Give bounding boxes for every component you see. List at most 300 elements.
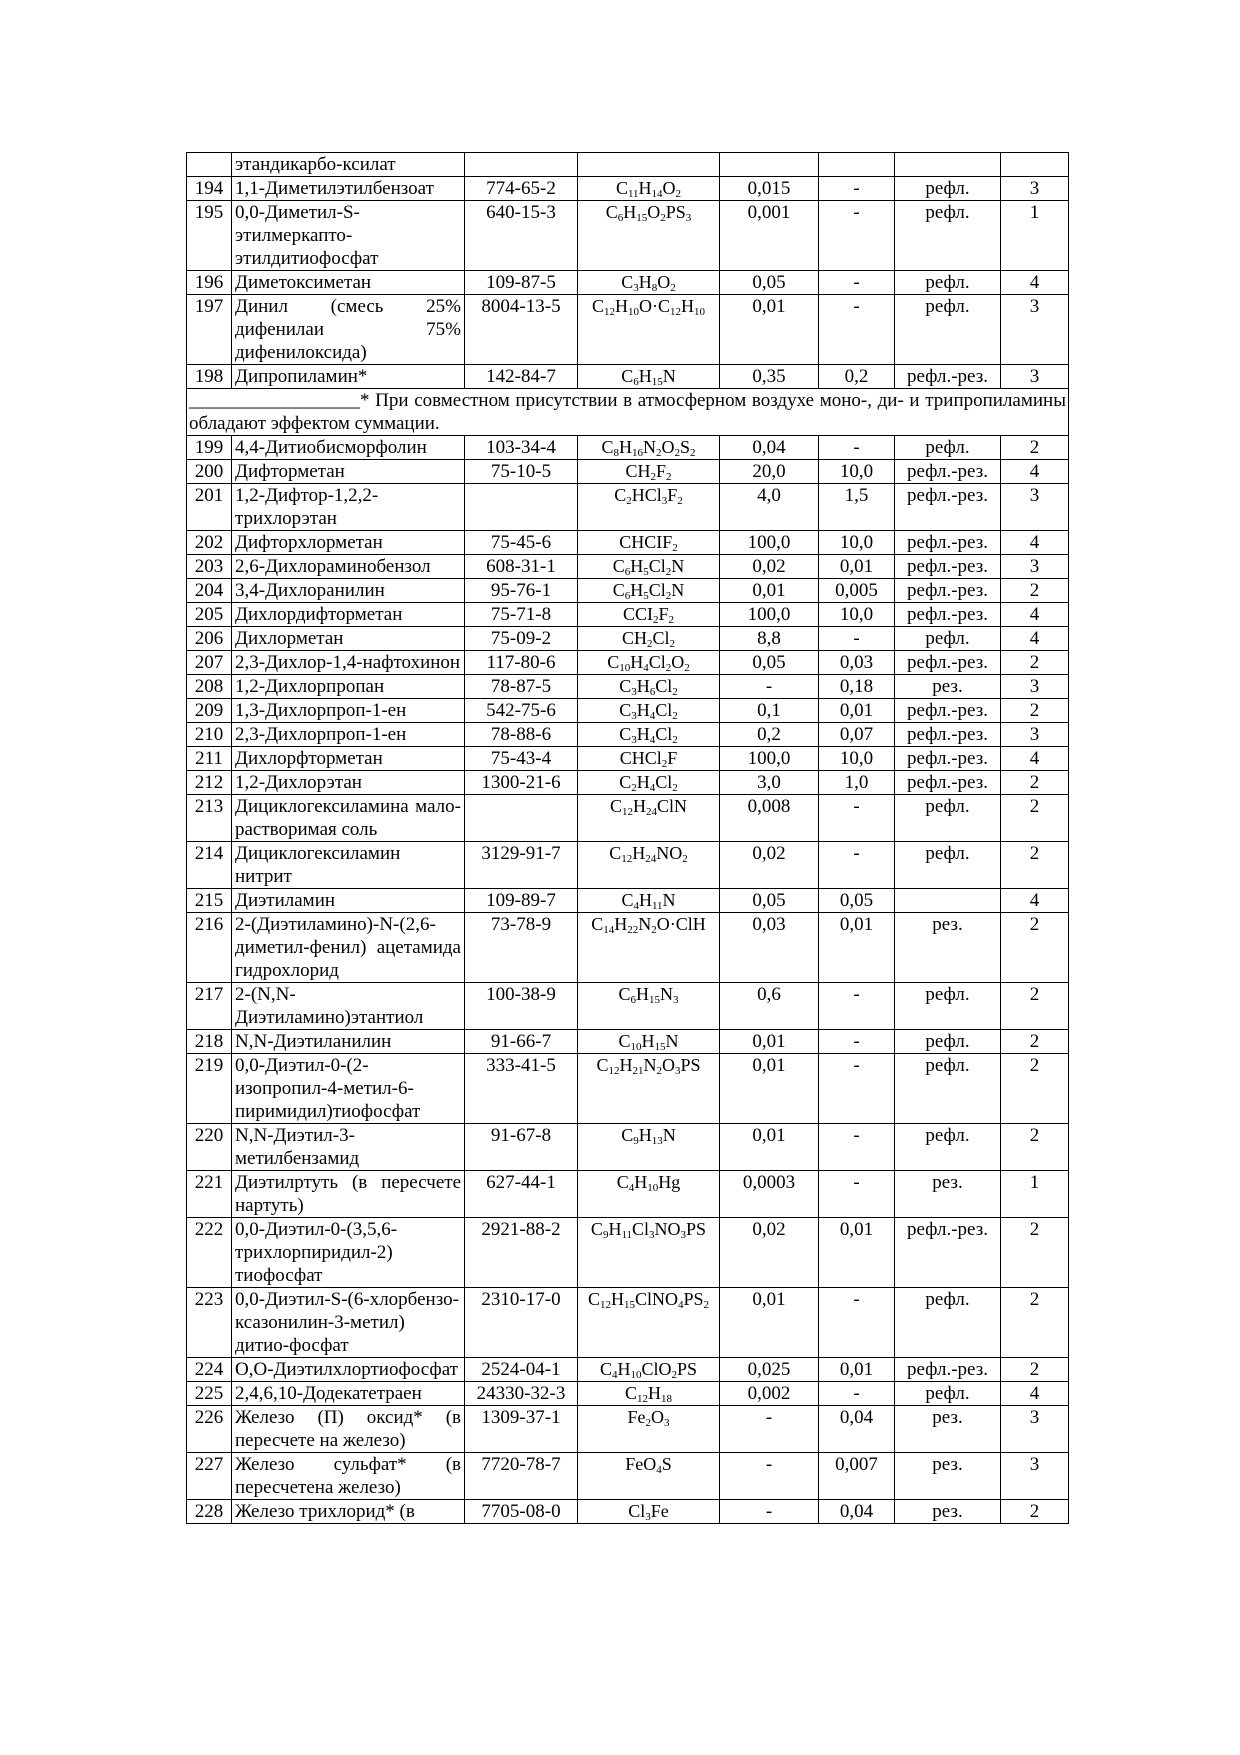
row-number: 202 — [187, 531, 232, 555]
substance-name: Динил (смесь 25% дифенилаи 75% дифенилоксида) — [232, 295, 465, 365]
mpc-daily-average: 10,0 — [819, 603, 895, 627]
row-number: 207 — [187, 651, 232, 675]
row-number: 198 — [187, 365, 232, 389]
substance-name: 2-(N,N-Диэтиламино)этантиол — [232, 983, 465, 1030]
limiting-action: рефл.-рез. — [895, 723, 1001, 747]
substance-name: 1,2-Дифтор-1,2,2-трихлорэтан — [232, 484, 465, 531]
cas-number: 8004-13-5 — [465, 295, 578, 365]
substance-name: Дициклогексиламин нитрит — [232, 842, 465, 889]
mpc-max-single: 0,02 — [720, 842, 819, 889]
chemical-formula: C12H15ClNO4PS2 — [578, 1288, 720, 1358]
cas-number: 75-43-4 — [465, 747, 578, 771]
table-row — [187, 153, 1069, 177]
chemical-formula: CHCl2F — [578, 747, 720, 771]
table-row — [187, 913, 1069, 983]
table-body — [187, 153, 1069, 1524]
row-number: 209 — [187, 699, 232, 723]
row-number: 220 — [187, 1124, 232, 1171]
chemical-formula: C9H11Cl3NO3PS — [578, 1218, 720, 1288]
hazard-class: 3 — [1001, 1406, 1069, 1453]
table-row — [187, 531, 1069, 555]
hazard-class: 2 — [1001, 795, 1069, 842]
limiting-action: рефл. — [895, 1054, 1001, 1124]
row-number: 211 — [187, 747, 232, 771]
mpc-max-single: 0,01 — [720, 295, 819, 365]
cas-number: 109-89-7 — [465, 889, 578, 913]
substance-name: 0,0-Диэтил-0-(3,5,6-трихлорпиридил-2) тиофосфат — [232, 1218, 465, 1288]
chemical-formula: C4H10ClO2PS — [578, 1358, 720, 1382]
mpc-max-single: 0,01 — [720, 579, 819, 603]
substance-name: 3,4-Дихлоранилин — [232, 579, 465, 603]
mpc-max-single: 0,35 — [720, 365, 819, 389]
cas-number — [465, 484, 578, 531]
row-number: 201 — [187, 484, 232, 531]
cas-number: 608-31-1 — [465, 555, 578, 579]
hazard-class: 4 — [1001, 627, 1069, 651]
hazard-class: 3 — [1001, 177, 1069, 201]
hazard-class: 3 — [1001, 365, 1069, 389]
limiting-action: рефл. — [895, 1124, 1001, 1171]
mpc-daily-average: - — [819, 842, 895, 889]
mpc-max-single — [720, 153, 819, 177]
cas-number: 75-09-2 — [465, 627, 578, 651]
limiting-action — [895, 153, 1001, 177]
cas-number: 3129-91-7 — [465, 842, 578, 889]
substance-name: 1,1-Диметилэтилбензоат — [232, 177, 465, 201]
substance-name: Железо трихлорид* (в — [232, 1500, 465, 1524]
table-row — [187, 771, 1069, 795]
row-number: 197 — [187, 295, 232, 365]
row-number: 223 — [187, 1288, 232, 1358]
cas-number: 7705-08-0 — [465, 1500, 578, 1524]
row-number: 225 — [187, 1382, 232, 1406]
mpc-daily-average: - — [819, 1030, 895, 1054]
table-row — [187, 1054, 1069, 1124]
hazard-class: 2 — [1001, 913, 1069, 983]
table-row — [187, 1288, 1069, 1358]
mpc-max-single: 0,6 — [720, 983, 819, 1030]
mpc-daily-average: 0,04 — [819, 1406, 895, 1453]
table-row — [187, 842, 1069, 889]
table-row — [187, 1382, 1069, 1406]
table-row — [187, 795, 1069, 842]
mpc-max-single: 4,0 — [720, 484, 819, 531]
substance-name: 2-(Диэтиламино)-N-(2,6-диметил-фенил) ацетамида гидрохлорид — [232, 913, 465, 983]
mpc-max-single: 20,0 — [720, 460, 819, 484]
row-number: 194 — [187, 177, 232, 201]
mpc-daily-average: 10,0 — [819, 460, 895, 484]
mpc-daily-average: - — [819, 1288, 895, 1358]
hazard-class: 3 — [1001, 295, 1069, 365]
hazard-class: 3 — [1001, 555, 1069, 579]
limiting-action: рефл. — [895, 201, 1001, 271]
mpc-max-single: 0,05 — [720, 889, 819, 913]
mpc-daily-average: 0,18 — [819, 675, 895, 699]
mpc-max-single: 0,001 — [720, 201, 819, 271]
limiting-action: рез. — [895, 913, 1001, 983]
chemical-formula: C9H13N — [578, 1124, 720, 1171]
mpc-daily-average: 0,05 — [819, 889, 895, 913]
row-number — [187, 153, 232, 177]
cas-number: 117-80-6 — [465, 651, 578, 675]
cas-number: 78-88-6 — [465, 723, 578, 747]
mpc-max-single: 0,015 — [720, 177, 819, 201]
mpc-max-single: 0,025 — [720, 1358, 819, 1382]
mpc-max-single: 0,1 — [720, 699, 819, 723]
row-number: 195 — [187, 201, 232, 271]
limiting-action: рефл. — [895, 1030, 1001, 1054]
mpc-daily-average: 0,007 — [819, 1453, 895, 1500]
table-row — [187, 1030, 1069, 1054]
mpc-max-single: - — [720, 1500, 819, 1524]
row-number: 222 — [187, 1218, 232, 1288]
cas-number: 1300-21-6 — [465, 771, 578, 795]
cas-number: 627-44-1 — [465, 1171, 578, 1218]
row-number: 203 — [187, 555, 232, 579]
hazard-class: 2 — [1001, 1288, 1069, 1358]
hazard-class: 2 — [1001, 771, 1069, 795]
mpc-daily-average: - — [819, 1054, 895, 1124]
substance-name: 2,6-Дихлораминобензол — [232, 555, 465, 579]
chemical-formula: C12H21N2O3PS — [578, 1054, 720, 1124]
substance-name: 1,2-Дихлорэтан — [232, 771, 465, 795]
table-row — [187, 1500, 1069, 1524]
limiting-action: рефл.-рез. — [895, 365, 1001, 389]
limiting-action: рефл.-рез. — [895, 747, 1001, 771]
limiting-action: рез. — [895, 1171, 1001, 1218]
row-number: 216 — [187, 913, 232, 983]
substance-name: N,N-Диэтил-3-метилбензамид — [232, 1124, 465, 1171]
row-number: 208 — [187, 675, 232, 699]
hazard-class: 4 — [1001, 460, 1069, 484]
cas-number: 542-75-6 — [465, 699, 578, 723]
table-row — [187, 436, 1069, 460]
chemical-formula: C12H10O·C12H10 — [578, 295, 720, 365]
cas-number: 640-15-3 — [465, 201, 578, 271]
table-row — [187, 723, 1069, 747]
table-row — [187, 365, 1069, 389]
chemical-formula: C3H6Cl2 — [578, 675, 720, 699]
substance-name: Дипропиламин* — [232, 365, 465, 389]
mpc-max-single: 0,01 — [720, 1288, 819, 1358]
limiting-action: рез. — [895, 1406, 1001, 1453]
table-row — [187, 747, 1069, 771]
limiting-action: рефл. — [895, 1288, 1001, 1358]
mpc-daily-average: 0,2 — [819, 365, 895, 389]
limiting-action: рефл.-рез. — [895, 1358, 1001, 1382]
cas-number: 78-87-5 — [465, 675, 578, 699]
limiting-action: рефл.-рез. — [895, 555, 1001, 579]
mpc-daily-average: 0,005 — [819, 579, 895, 603]
table-row — [187, 1406, 1069, 1453]
row-number: 224 — [187, 1358, 232, 1382]
table-row — [187, 271, 1069, 295]
row-number: 206 — [187, 627, 232, 651]
chemical-formula: C11H14O2 — [578, 177, 720, 201]
row-number: 226 — [187, 1406, 232, 1453]
limiting-action: рез. — [895, 675, 1001, 699]
limiting-action: рефл. — [895, 627, 1001, 651]
chemical-formula: C14H22N2O·ClH — [578, 913, 720, 983]
mpc-daily-average: - — [819, 201, 895, 271]
mpc-daily-average: 0,03 — [819, 651, 895, 675]
substance-name: Дициклогексиламина мало-растворимая соль — [232, 795, 465, 842]
limiting-action: рефл. — [895, 295, 1001, 365]
substance-name: 2,4,6,10-Додекатетраен — [232, 1382, 465, 1406]
limiting-action: рефл.-рез. — [895, 579, 1001, 603]
mpc-daily-average: 1,5 — [819, 484, 895, 531]
table-row — [187, 651, 1069, 675]
cas-number: 2921-88-2 — [465, 1218, 578, 1288]
hazard-class: 4 — [1001, 1382, 1069, 1406]
chemical-formula: C10H4Cl2O2 — [578, 651, 720, 675]
chemical-formula: C3H4Cl2 — [578, 723, 720, 747]
mpc-daily-average: 0,07 — [819, 723, 895, 747]
substance-name: 4,4-Дитиобисморфолин — [232, 436, 465, 460]
hazard-class: 2 — [1001, 699, 1069, 723]
cas-number: 95-76-1 — [465, 579, 578, 603]
mpc-max-single: 0,05 — [720, 271, 819, 295]
substance-name: 2,3-Дихлорпроп-1-ен — [232, 723, 465, 747]
row-number: 228 — [187, 1500, 232, 1524]
limiting-action: рефл. — [895, 1382, 1001, 1406]
hazard-class: 2 — [1001, 1030, 1069, 1054]
mpc-max-single: 0,01 — [720, 1054, 819, 1124]
substance-name: Железо (П) оксид* (в пересчете на железо) — [232, 1406, 465, 1453]
chemical-formula: CCI2F2 — [578, 603, 720, 627]
chemical-formula: C6H5Cl2N — [578, 555, 720, 579]
row-number: 213 — [187, 795, 232, 842]
mpc-max-single: - — [720, 1406, 819, 1453]
hazard-class: 3 — [1001, 723, 1069, 747]
substance-name: Дихлорфторметан — [232, 747, 465, 771]
substance-name: 0,0-Диэтил-0-(2-изопропил-4-метил-6-пиримидил)тиофосфат — [232, 1054, 465, 1124]
mpc-daily-average: - — [819, 436, 895, 460]
table-row — [187, 627, 1069, 651]
cas-number — [465, 153, 578, 177]
hazard-class: 3 — [1001, 675, 1069, 699]
table-row — [187, 295, 1069, 365]
row-number: 212 — [187, 771, 232, 795]
limiting-action: рефл.-рез. — [895, 531, 1001, 555]
limiting-action: рефл.-рез. — [895, 603, 1001, 627]
mpc-daily-average: - — [819, 177, 895, 201]
limiting-action: рефл.-рез. — [895, 460, 1001, 484]
substance-name: этандикарбо-ксилат — [232, 153, 465, 177]
substances-table — [186, 152, 1069, 1524]
cas-number: 774-65-2 — [465, 177, 578, 201]
mpc-daily-average: - — [819, 271, 895, 295]
mpc-max-single: 100,0 — [720, 531, 819, 555]
chemical-formula: C12H18 — [578, 1382, 720, 1406]
hazard-class: 2 — [1001, 651, 1069, 675]
row-number: 214 — [187, 842, 232, 889]
chemical-formula — [578, 153, 720, 177]
substance-name: Дихлорметан — [232, 627, 465, 651]
mpc-max-single: - — [720, 1453, 819, 1500]
limiting-action: рефл.-рез. — [895, 484, 1001, 531]
chemical-formula: CH2Cl2 — [578, 627, 720, 651]
chemical-formula: Fe2O3 — [578, 1406, 720, 1453]
limiting-action: рез. — [895, 1453, 1001, 1500]
substance-name: O,O-Диэтилхлортиофосфат — [232, 1358, 465, 1382]
substance-name: 1,2-Дихлорпропан — [232, 675, 465, 699]
limiting-action: рефл. — [895, 271, 1001, 295]
limiting-action: рефл. — [895, 436, 1001, 460]
mpc-daily-average: 0,01 — [819, 1358, 895, 1382]
mpc-daily-average: 10,0 — [819, 747, 895, 771]
mpc-max-single: 0,01 — [720, 1124, 819, 1171]
cas-number: 75-45-6 — [465, 531, 578, 555]
mpc-max-single: 0,02 — [720, 1218, 819, 1288]
chemical-formula: C12H24ClN — [578, 795, 720, 842]
limiting-action: рез. — [895, 1500, 1001, 1524]
chemical-formula: C4H11N — [578, 889, 720, 913]
hazard-class: 4 — [1001, 603, 1069, 627]
mpc-max-single: 0,008 — [720, 795, 819, 842]
substance-name: Диметоксиметан — [232, 271, 465, 295]
mpc-daily-average: - — [819, 795, 895, 842]
mpc-daily-average: 0,01 — [819, 913, 895, 983]
mpc-max-single: 0,2 — [720, 723, 819, 747]
chemical-formula: Cl3Fe — [578, 1500, 720, 1524]
chemical-formula: C6H5Cl2N — [578, 579, 720, 603]
hazard-class: 1 — [1001, 1171, 1069, 1218]
table-row — [187, 1218, 1069, 1288]
limiting-action: рефл.-рез. — [895, 651, 1001, 675]
substance-name: Диэтиламин — [232, 889, 465, 913]
chemical-formula: FeO4S — [578, 1453, 720, 1500]
chemical-formula: C12H24NO2 — [578, 842, 720, 889]
row-number: 205 — [187, 603, 232, 627]
mpc-max-single: 0,04 — [720, 436, 819, 460]
cas-number: 103-34-4 — [465, 436, 578, 460]
cas-number: 73-78-9 — [465, 913, 578, 983]
row-number: 200 — [187, 460, 232, 484]
limiting-action: рефл.-рез. — [895, 699, 1001, 723]
footnote: __________________* При совместном присутствии в атмосферном воздухе моно-, ди- и трипропиламины обладают эффектом суммации. — [187, 389, 1069, 436]
substance-name: N,N-Диэтиланилин — [232, 1030, 465, 1054]
table-row — [187, 484, 1069, 531]
chemical-formula: C6H15O2PS3 — [578, 201, 720, 271]
cas-number — [465, 795, 578, 842]
mpc-daily-average: - — [819, 627, 895, 651]
row-number: 227 — [187, 1453, 232, 1500]
row-number: 210 — [187, 723, 232, 747]
mpc-daily-average: 1,0 — [819, 771, 895, 795]
row-number: 215 — [187, 889, 232, 913]
substance-name: Дифторхлорметан — [232, 531, 465, 555]
hazard-class: 2 — [1001, 1218, 1069, 1288]
chemical-formula: C6H15N3 — [578, 983, 720, 1030]
hazard-class: 2 — [1001, 983, 1069, 1030]
mpc-daily-average: - — [819, 1124, 895, 1171]
hazard-class: 2 — [1001, 579, 1069, 603]
hazard-class: 4 — [1001, 271, 1069, 295]
hazard-class: 2 — [1001, 1358, 1069, 1382]
mpc-max-single: 8,8 — [720, 627, 819, 651]
mpc-daily-average: - — [819, 295, 895, 365]
table-row — [187, 1171, 1069, 1218]
limiting-action — [895, 889, 1001, 913]
mpc-daily-average: 0,04 — [819, 1500, 895, 1524]
table-row — [187, 1358, 1069, 1382]
table-row — [187, 1453, 1069, 1500]
mpc-max-single: 0,03 — [720, 913, 819, 983]
cas-number: 24330-32-3 — [465, 1382, 578, 1406]
cas-number: 109-87-5 — [465, 271, 578, 295]
chemical-formula: C3H4Cl2 — [578, 699, 720, 723]
cas-number: 333-41-5 — [465, 1054, 578, 1124]
substance-name: Диэтилртуть (в пересчете нартуть) — [232, 1171, 465, 1218]
hazard-class: 4 — [1001, 531, 1069, 555]
table-row — [187, 675, 1069, 699]
chemical-formula: C4H10Hg — [578, 1171, 720, 1218]
hazard-class: 2 — [1001, 1124, 1069, 1171]
table-row — [187, 603, 1069, 627]
mpc-daily-average: 0,01 — [819, 555, 895, 579]
cas-number: 142-84-7 — [465, 365, 578, 389]
cas-number: 91-66-7 — [465, 1030, 578, 1054]
row-number: 218 — [187, 1030, 232, 1054]
mpc-max-single: 0,01 — [720, 1030, 819, 1054]
table-row — [187, 177, 1069, 201]
hazard-class: 2 — [1001, 1500, 1069, 1524]
mpc-max-single: 0,05 — [720, 651, 819, 675]
mpc-max-single: 100,0 — [720, 603, 819, 627]
hazard-class: 1 — [1001, 201, 1069, 271]
mpc-max-single: - — [720, 675, 819, 699]
mpc-max-single: 0,0003 — [720, 1171, 819, 1218]
hazard-class — [1001, 153, 1069, 177]
cas-number: 100-38-9 — [465, 983, 578, 1030]
hazard-class: 2 — [1001, 1054, 1069, 1124]
row-number: 219 — [187, 1054, 232, 1124]
chemical-formula: C8H16N2O2S2 — [578, 436, 720, 460]
mpc-max-single: 3,0 — [720, 771, 819, 795]
mpc-daily-average: - — [819, 983, 895, 1030]
table-row — [187, 201, 1069, 271]
mpc-daily-average — [819, 153, 895, 177]
cas-number: 2310-17-0 — [465, 1288, 578, 1358]
hazard-class: 2 — [1001, 842, 1069, 889]
chemical-formula: C2H4Cl2 — [578, 771, 720, 795]
hazard-class: 3 — [1001, 484, 1069, 531]
limiting-action: рефл. — [895, 177, 1001, 201]
hazard-class: 4 — [1001, 747, 1069, 771]
table-row — [187, 579, 1069, 603]
limiting-action: рефл.-рез. — [895, 1218, 1001, 1288]
row-number: 221 — [187, 1171, 232, 1218]
hazard-class: 3 — [1001, 1453, 1069, 1500]
mpc-max-single: 0,02 — [720, 555, 819, 579]
chemical-formula: C3H8O2 — [578, 271, 720, 295]
table-row — [187, 699, 1069, 723]
substance-name: 2,3-Дихлор-1,4-нафтохинон — [232, 651, 465, 675]
limiting-action: рефл. — [895, 842, 1001, 889]
mpc-daily-average: - — [819, 1382, 895, 1406]
substance-name: Железо сульфат* (в пересчетена железо) — [232, 1453, 465, 1500]
substance-name: 0,0-Диметил-S-этилмеркапто-этилдитиофосфат — [232, 201, 465, 271]
cas-number: 2524-04-1 — [465, 1358, 578, 1382]
chemical-formula: CH2F2 — [578, 460, 720, 484]
cas-number: 91-67-8 — [465, 1124, 578, 1171]
table-row — [187, 460, 1069, 484]
mpc-daily-average: - — [819, 1171, 895, 1218]
hazard-class: 2 — [1001, 436, 1069, 460]
limiting-action: рефл. — [895, 795, 1001, 842]
cas-number: 1309-37-1 — [465, 1406, 578, 1453]
